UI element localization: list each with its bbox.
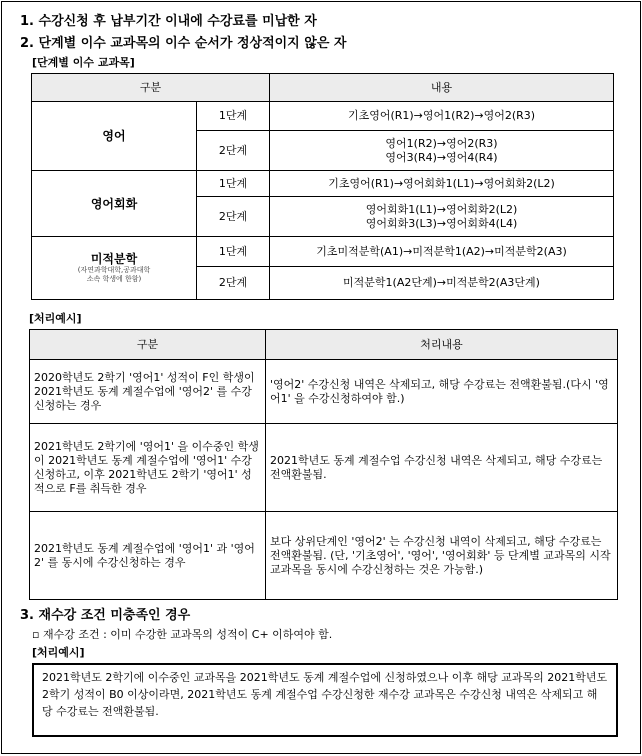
subject-calculus-note: 소속 학생에 한함) [86,275,142,283]
section3-title: 3. 재수강 조건 미충족인 경우 [20,608,191,623]
subject-english-conversation: 영어회화 [32,171,197,237]
stage-course-table [31,73,614,300]
sequence-line: 영어3(R4)→영어4(R4) [385,150,498,164]
sequence-cell [270,197,614,237]
sequence-cell: 기초영어(R1)→영어회화1(L1)→영어회화2(L2) [270,171,614,197]
section2-title: 2. 단계별 이수 교과목의 이수 순서가 정상적이지 않은 자 [20,36,347,51]
sequence-cell: 미적분학1(A2단계)→미적분학2(A3단계) [270,267,614,300]
retake-example-tag: [처리예시] [32,646,85,659]
subject-english: 영어 [32,102,197,171]
stage-header-content: 내용 [270,74,614,102]
examples-table [29,329,618,600]
sequence-line: 영어회화3(L3)→영어회화4(L4) [365,216,518,230]
examples-tag: [처리예시] [29,312,82,325]
stage-table-tag: [단계별 이수 교과목] [32,56,135,69]
level-cell: 1단계 [197,102,270,131]
document-page [1,1,641,754]
stage-header-category: 구분 [32,74,270,102]
level-cell: 1단계 [197,237,270,267]
retake-condition: ▫ 재수강 조건 : 이미 수강한 교과목의 성적이 C+ 이하여야 함. [32,628,333,641]
level-cell: 2단계 [197,197,270,237]
sequence-line: 영어회화1(L1)→영어회화2(L2) [365,202,518,216]
examples-header-category: 구분 [30,330,266,360]
sequence-cell: 기초미적분학(A1)→미적분학1(A2)→미적분학2(A3) [270,237,614,267]
sequence-cell [270,131,614,171]
section1-title: 1. 수강신청 후 납부기간 이내에 수강료를 미납한 자 [20,14,317,29]
example-case: 2021학년도 2학기에 '영어1' 을 이수중인 학생이 2021학년도 동계 계절수업에 '영어1' 수강신청하고, 이후 2021학년도 2학기 '영어1' 성적으로 F를 취득한 경우 [30,424,266,512]
subject-calculus-label: 미적분학 [90,252,138,266]
retake-example-box: 2021학년도 2학기에 이수중인 교과목을 2021학년도 동계 계절수업에 신청하였으나 이후 해당 교과목의 2021학년도 2학기 성적이 B0 이상이라면, 2021학년도 동계 계절수업 수강신청한 재수강 교과목은 수강신청 내역은 삭제되고 해당 수강료는 전액환불됨. [32,663,618,737]
example-result: 보다 상위단계인 '영어2' 는 수강신청 내역이 삭제되고, 해당 수강료는 전액환불됨. (단, '기초영어', '영어', '영어회화' 등 단계별 교과목의 시작 교과목을 동시에 수강신청하는 것은 가능함.) [266,512,618,600]
subject-calculus-note: (자연과학대학,공과대학 [77,266,151,274]
example-result: 2021학년도 동계 계절수업 수강신청 내역은 삭제되고, 해당 수강료는 전액환불됨. [266,424,618,512]
example-case: 2021학년도 동계 계절수업에 '영어1' 과 '영어2' 를 동시에 수강신청하는 경우 [30,512,266,600]
subject-calculus [32,237,197,300]
examples-header-process: 처리내용 [266,330,618,360]
example-case: 2020학년도 2학기 '영어1' 성적이 F인 학생이 2021학년도 동계 계절수업에 '영어2' 를 수강신청하는 경우 [30,360,266,424]
level-cell: 2단계 [197,267,270,300]
level-cell: 1단계 [197,171,270,197]
level-cell: 2단계 [197,131,270,171]
sequence-cell: 기초영어(R1)→영어1(R2)→영어2(R3) [270,102,614,131]
example-result: '영어2' 수강신청 내역은 삭제되고, 해당 수강료는 전액환불됨.(다시 '영어1' 을 수강신청하여야 함.) [266,360,618,424]
sequence-line: 영어1(R2)→영어2(R3) [385,136,498,150]
